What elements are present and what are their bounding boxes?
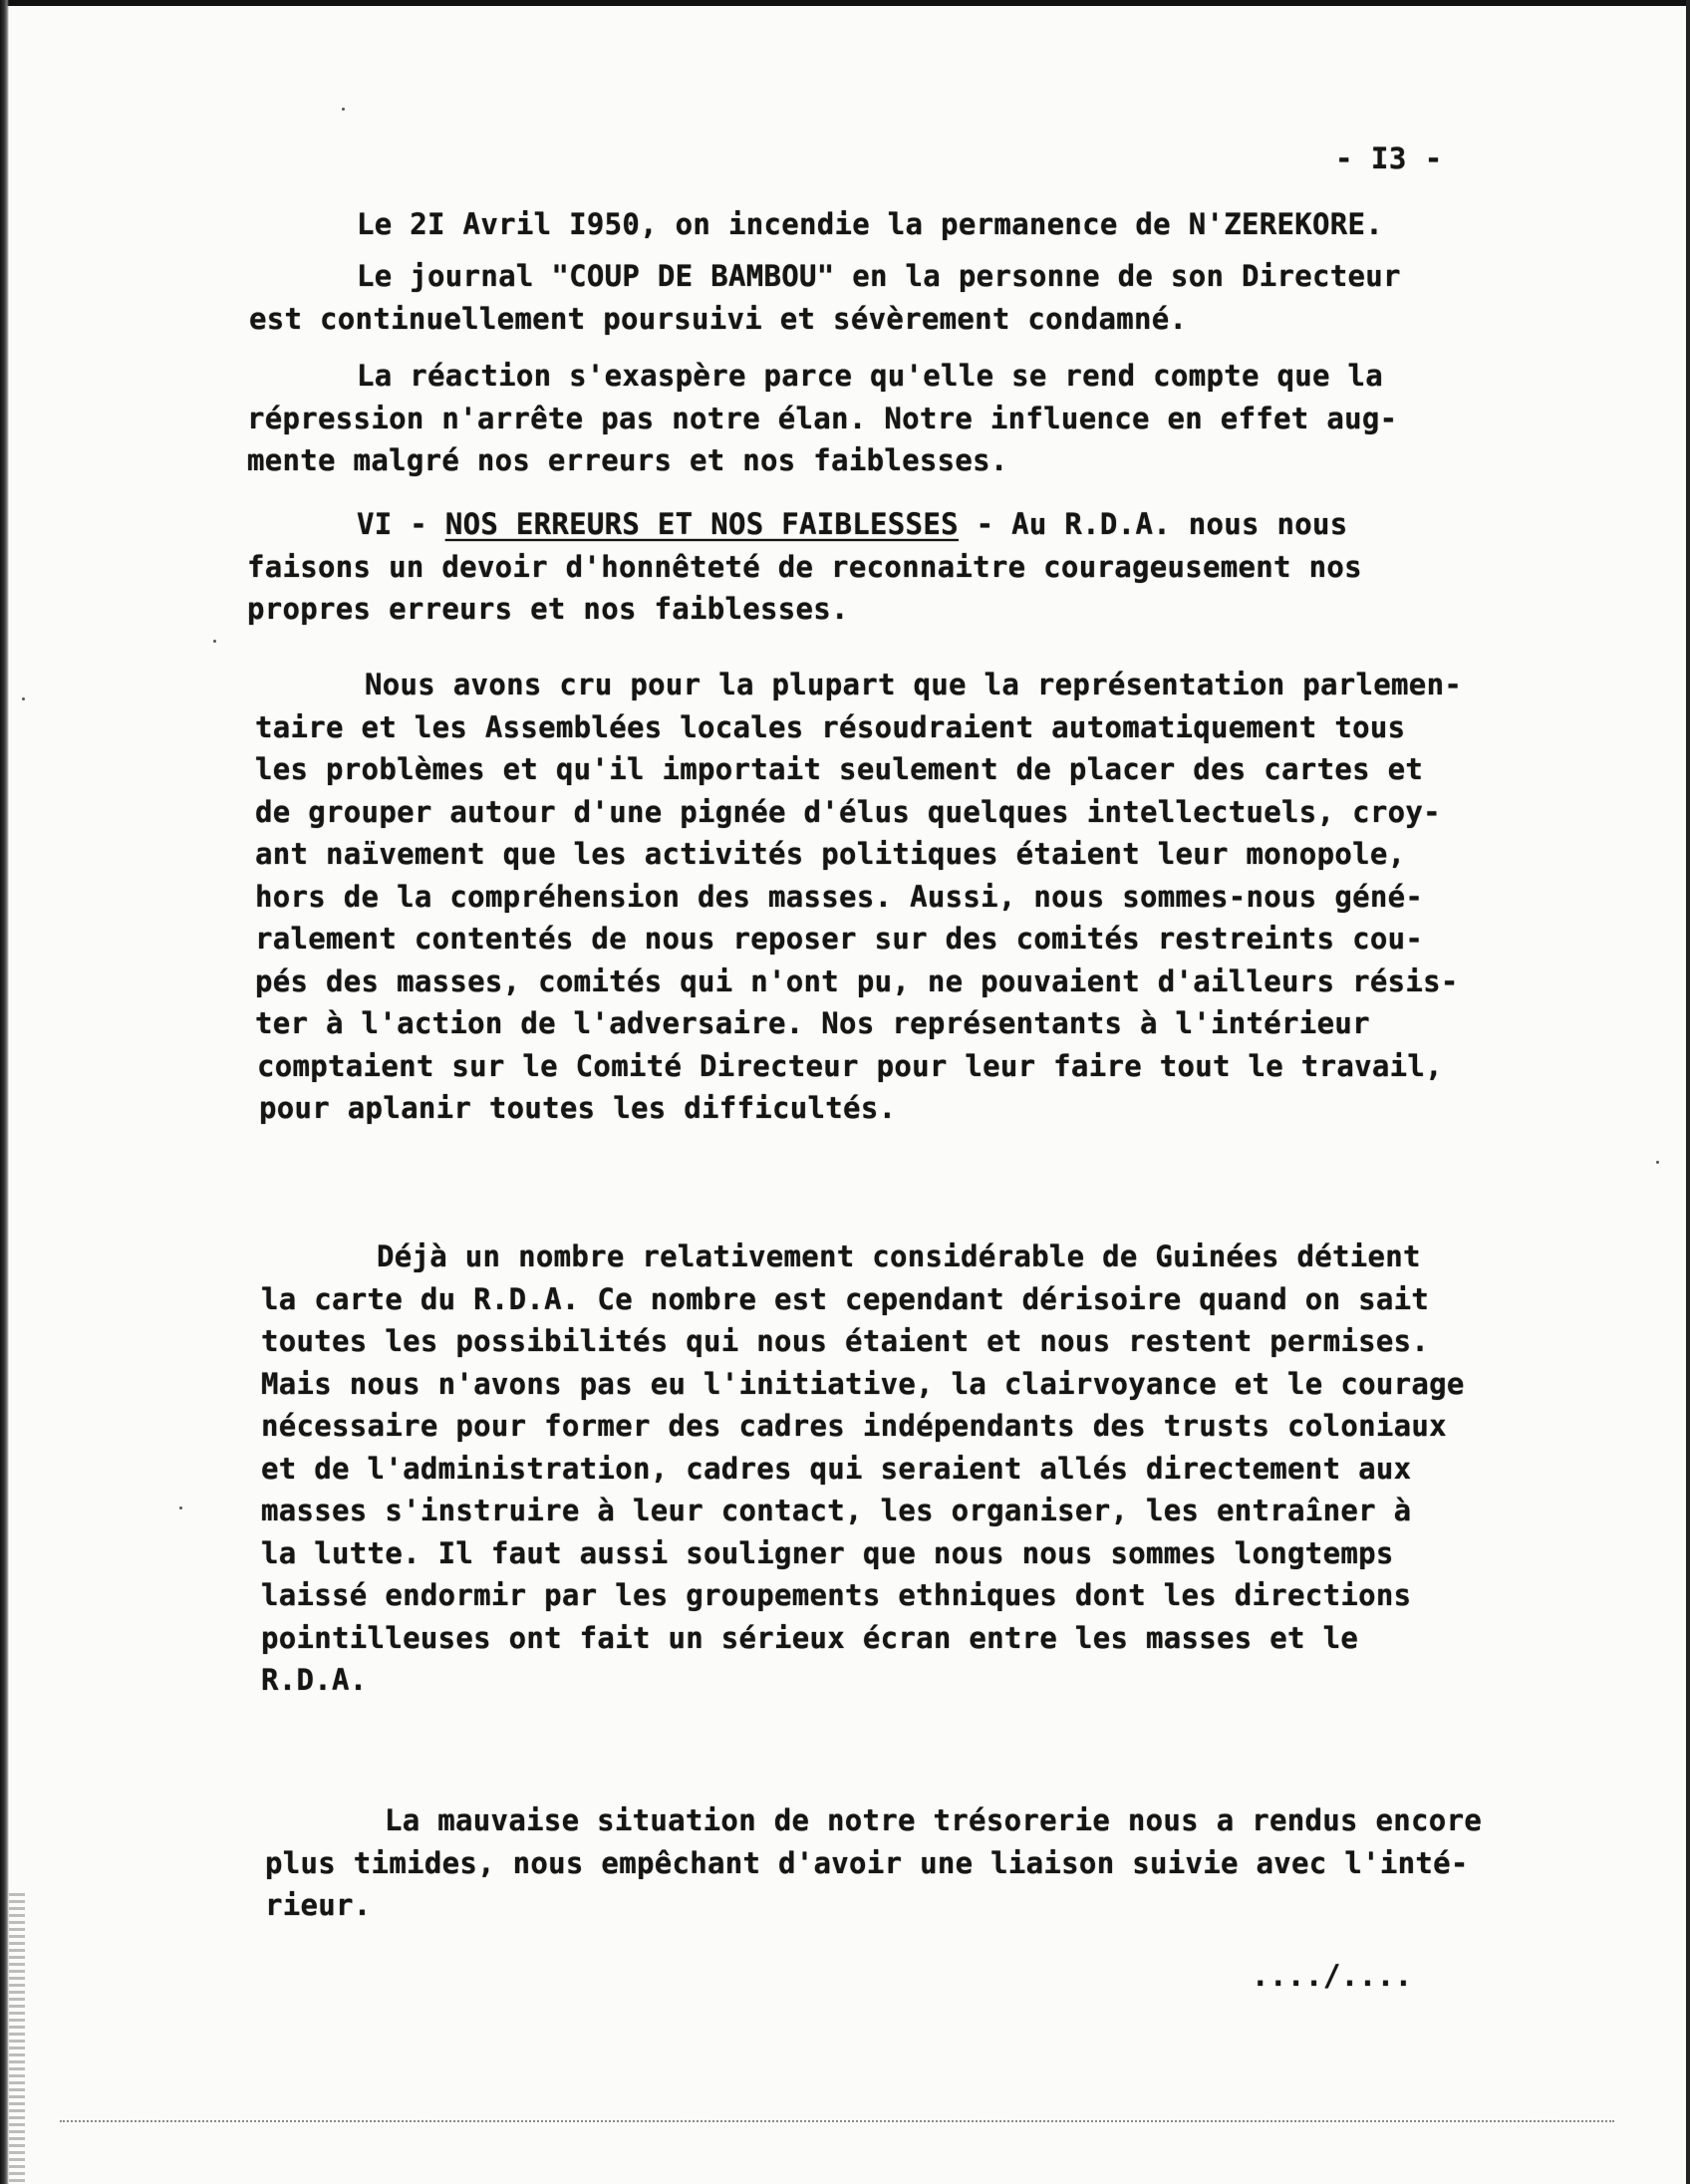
text-line: la lutte. Il faut aussi souligner que nous nous sommes longtemps	[261, 1535, 1394, 1570]
text-line: Nous avons cru pour la plupart que la représentation parlemen-	[365, 668, 1463, 701]
text-line: R.D.A.	[261, 1663, 368, 1697]
text-line: ant naïvement que les activités politiques étaient leur monopole,	[255, 837, 1406, 871]
text-line: comptaient sur le Comité Directeur pour leur faire tout le travail,	[257, 1048, 1443, 1083]
text-line: répression n'arrête pas notre élan. Notre influence en effet aug-	[247, 401, 1398, 435]
text-line: laissé endormir par les groupements ethniques dont les directions	[261, 1578, 1412, 1612]
text-line: Mais nous n'avons pas eu l'initiative, la clairvoyance et le courage	[261, 1366, 1465, 1401]
paragraph-3	[247, 355, 1622, 482]
text-line: pés des masses, comités qui n'ont pu, ne pouvaient d'ailleurs résis-	[255, 963, 1459, 998]
scan-edge-top	[0, 0, 1690, 6]
paragraph-6	[247, 1799, 1622, 1927]
paragraph-5	[247, 1235, 1622, 1702]
text-line: et de l'administration, cadres qui seraient allés directement aux	[261, 1451, 1412, 1486]
text-line: Le 2I Avril I950, on incendie la permanence de N'ZEREKORE.	[357, 207, 1384, 241]
paragraph-1	[247, 203, 1622, 246]
section-number: VI -	[357, 507, 428, 541]
text-line: rieur.	[265, 1888, 372, 1922]
continuation-mark: ..../....	[1252, 1959, 1413, 1993]
text-line: pour aplanir toutes les difficultés.	[259, 1091, 897, 1125]
text-line: masses s'instruire à leur contact, les organiser, les entraîner à	[261, 1494, 1412, 1527]
paragraph-2	[247, 255, 1622, 340]
text-line: Déjà un nombre relativement considérable de Guinées détient	[377, 1239, 1421, 1273]
scan-edge-shadow	[9, 1893, 25, 2184]
text-line: taire et les Assemblées locales résoudraient automatiquement tous	[255, 709, 1406, 744]
text-line: les problèmes et qu'il importait seulement de placer des cartes et	[255, 752, 1424, 786]
text-line: ralement contentés de nous reposer sur des comités restreints cou-	[255, 922, 1424, 956]
text-line: propres erreurs et nos faiblesses.	[247, 592, 849, 626]
text-line: toutes les possibilités qui nous étaient et nous restent permises.	[261, 1324, 1430, 1358]
text-line: plus timides, nous empêchant d'avoir une liaison suivie avec l'inté-	[265, 1845, 1469, 1880]
scan-bottom-rule	[60, 2120, 1614, 2122]
text-line: nécessaire pour former des cadres indépendants des trusts coloniaux	[261, 1409, 1447, 1443]
text-line: hors de la compréhension des masses. Aussi, nous sommes-nous géné-	[255, 879, 1424, 914]
text-line: est continuellement poursuivi et sévèrement condamné.	[249, 301, 1188, 336]
scan-edge-right	[1686, 0, 1690, 2184]
text-line: La mauvaise situation de notre trésorerie nous a rendus encore	[385, 1803, 1483, 1837]
page-number: - I3 -	[1335, 141, 1443, 175]
text-line: La réaction s'exaspère parce qu'elle se rend compte que la	[357, 359, 1384, 393]
section-vi	[247, 503, 1622, 631]
section-heading-line	[247, 503, 1622, 546]
section-heading: NOS ERREURS ET NOS FAIBLESSES	[444, 507, 959, 541]
text-line: mente malgré nos erreurs et nos faiblesses.	[247, 443, 1008, 477]
text-line: de grouper autour d'une pignée d'élus quelques intellectuels, croy-	[255, 794, 1441, 829]
scan-edge-left	[0, 0, 9, 2184]
text-line: pointilleuses ont fait un sérieux écran entre les masses et le	[261, 1620, 1359, 1655]
paragraph-4	[247, 664, 1622, 1130]
text-line: ter à l'action de l'adversaire. Nos représentants à l'intérieur	[255, 1006, 1370, 1040]
text-line: la carte du R.D.A. Ce nombre est cependant dérisoire quand on sait	[261, 1281, 1430, 1316]
text-line: Le journal "COUP DE BAMBOU" en la personne de son Directeur	[357, 259, 1401, 293]
section-heading-rest: - Au R.D.A. nous nous	[976, 507, 1348, 541]
text-line: faisons un devoir d'honnêteté de reconnaitre courageusement nos	[247, 549, 1362, 584]
